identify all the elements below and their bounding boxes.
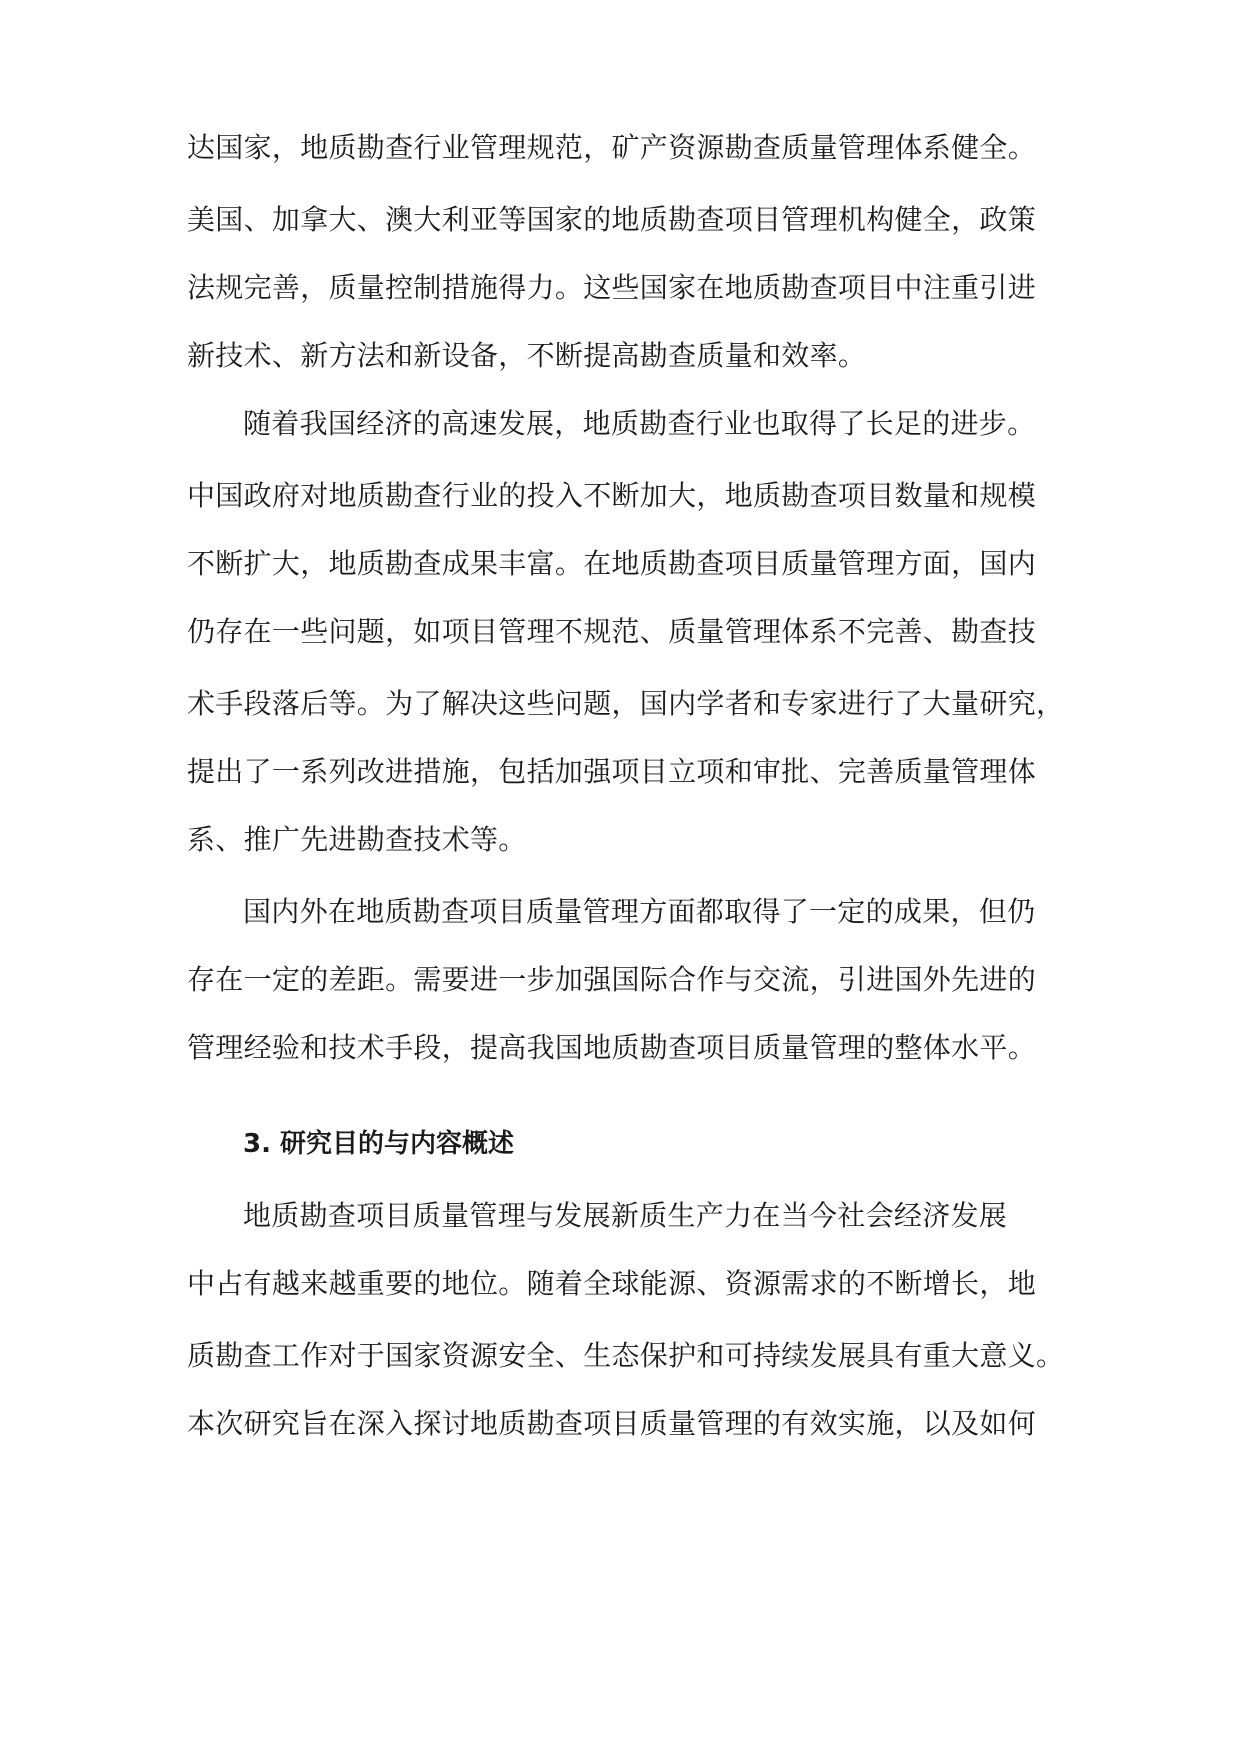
paragraph-3-line-3: 管理经验和技术手段，提高我国地质勘查项目质量管理的整体水平。 [187, 1031, 1037, 1064]
section-paragraph-line-3: 质勘查工作对于国家资源安全、生态保护和可持续发展具有重大意义。 [187, 1339, 1065, 1372]
paragraph-2-line-2: 中国政府对地质勘查行业的投入不断加大，地质勘查项目数量和规模 [187, 479, 1037, 512]
paragraph-1-line-2: 美国、加拿大、澳大利亚等国家的地质勘查项目管理机构健全，政策 [187, 203, 1037, 236]
paragraph-2-line-1: 随着我国经济的高速发展，地质勘查行业也取得了长足的进步。 [243, 407, 1036, 440]
paragraph-2-line-3: 不断扩大，地质勘查成果丰富。在地质勘查项目质量管理方面，国内 [187, 547, 1037, 580]
section-paragraph-line-1: 地质勘查项目质量管理与发展新质生产力在当今社会经济发展 [243, 1199, 1008, 1232]
paragraph-1-line-1: 达国家，地质勘查行业管理规范，矿产资源勘查质量管理体系健全。 [187, 131, 1037, 164]
section-heading: 3. 研究目的与内容概述 [243, 1129, 515, 1159]
paragraph-2-line-5: 术手段落后等。为了解决这些问题，国内学者和专家进行了大量研究， [187, 687, 1065, 720]
section-paragraph-line-2: 中占有越来越重要的地位。随着全球能源、资源需求的不断增长，地 [187, 1267, 1037, 1300]
paragraph-1-line-3: 法规完善，质量控制措施得力。这些国家在地质勘查项目中注重引进 [187, 271, 1037, 304]
paragraph-3-line-2: 存在一定的差距。需要进一步加强国际合作与交流，引进国外先进的 [187, 963, 1037, 996]
paragraph-2-line-4: 仍存在一些问题，如项目管理不规范、质量管理体系不完善、勘查技 [187, 615, 1037, 648]
paragraph-2-line-7: 系、推广先进勘查技术等。 [187, 823, 527, 856]
section-paragraph-line-4: 本次研究旨在深入探讨地质勘查项目质量管理的有效实施，以及如何 [187, 1407, 1037, 1440]
paragraph-2-line-6: 提出了一系列改进措施，包括加强项目立项和审批、完善质量管理体 [187, 755, 1037, 788]
paragraph-1-line-4: 新技术、新方法和新设备，不断提高勘查质量和效率。 [187, 339, 867, 372]
paragraph-3-line-1: 国内外在地质勘查项目质量管理方面都取得了一定的成果，但仍 [243, 895, 1036, 928]
